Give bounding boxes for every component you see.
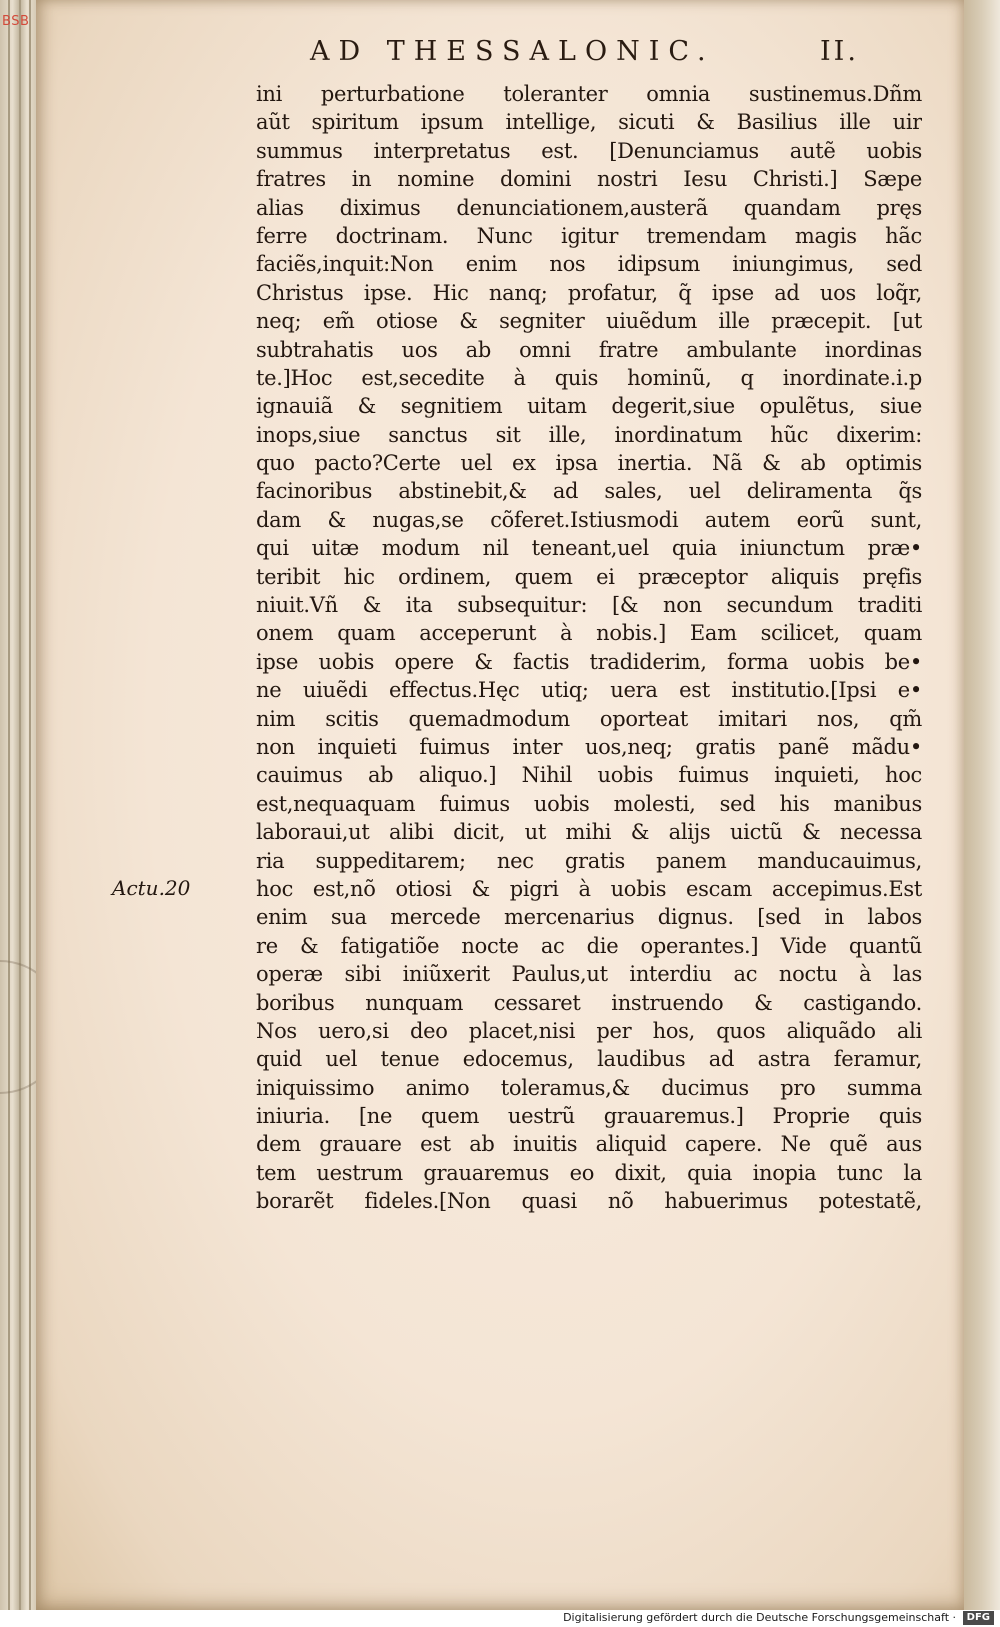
text-line: operæ sibi iniũxerit Paulus,ut interdiu ac noctu à las	[256, 962, 922, 987]
text-line: ipse uobis opere & factis tradiderim, forma uobis be•	[256, 649, 922, 674]
text-line: neq; em̃ otiose & segniter uiuẽdum ille præcepit. [ut	[256, 309, 922, 334]
edge-line	[29, 0, 31, 1610]
text-line: qui uitæ modum nil teneant,uel quia iniunctum præ•	[256, 536, 922, 561]
text-line: dam & nugas,se cõferet.Istiusmodi autem eorũ sunt,	[256, 507, 922, 532]
text-line: onem quam acceperunt à nobis.] Eam scilicet, quam	[256, 621, 922, 646]
text-line: niuit.Vñ & ita subsequitur: [& non secundum traditi	[256, 593, 922, 618]
dfg-logo: DFG	[963, 1611, 994, 1625]
text-line: tem uestrum grauaremus eo dixit, quia inopia tunc la	[256, 1160, 922, 1185]
text-line: ini perturbatione toleranter omnia sustinemus.Dñm	[256, 82, 922, 106]
text-line: fratres in nomine domini nostri Iesu Christi.] Sæpe	[256, 167, 922, 192]
text-line: Christus ipse. Hic nanq; profatur, q̃ ipse ad uos loq̃r,	[256, 280, 922, 305]
text-line: enim sua mercede mercenarius dignus. [sed in labos	[256, 905, 922, 930]
text-line: iniuria. [ne quem uestrũ grauaremus.] Proprie quis	[256, 1104, 922, 1129]
text-line: non inquieti fuimus inter uos,neq; gratis panẽ mãdu•	[256, 734, 922, 759]
text-line: teribit hic ordinem, quem ei præceptor aliquis pręfis	[256, 564, 922, 589]
text-line: borarẽt fideles.[Non quasi nõ habuerimus potestatẽ,	[256, 1189, 922, 1214]
text-line: inops,siue sanctus sit ille, inordinatum hũc dixerim:	[256, 422, 922, 447]
margin-note: Actu.20	[112, 876, 191, 900]
text-line: boribus nunquam cessaret instruendo & castigando.	[256, 990, 922, 1015]
text-line: quid uel tenue edocemus, laudibus ad astra feramur,	[256, 1047, 922, 1072]
text-line: quo pacto?Certe uel ex ipsa inertia. Nã & ab optimis	[256, 451, 922, 476]
text-line: laboraui,ut alibi dicit, ut mihi & alijs uictũ & necessa	[256, 820, 922, 845]
text-line: facinoribus abstinebit,& ad sales, uel deliramenta q̃s	[256, 479, 922, 504]
text-line: re & fatigatiõe nocte ac die operantes.] Vide quantũ	[256, 933, 922, 958]
text-line: nim scitis quemadmodum oporteat imitari nos, qm̃	[256, 706, 922, 731]
text-line: ignauiã & segnitiem uitam degerit,siue opulẽtus, siue	[256, 394, 922, 419]
text-line: subtrahatis uos ab omni fratre ambulante inordinas	[256, 337, 922, 362]
text-line: summus interpretatus est. [Denunciamus autẽ uobis	[256, 138, 922, 163]
text-line: cauimus ab aliquo.] Nihil uobis fuimus inquieti, hoc	[256, 763, 922, 788]
text-line: alias diximus denunciationem,austerã quandam pręs	[256, 195, 922, 220]
text-line: aũt spiritum ipsum intellige, sicuti & Basilius ille uir	[256, 110, 922, 135]
text-line: ferre doctrinam. Nunc igitur tremendam magis hãc	[256, 223, 922, 248]
text-line: dem grauare est ab inuitis aliquid capere. Ne quẽ aus	[256, 1132, 922, 1157]
page-number: II.	[820, 36, 859, 67]
edge-line	[8, 0, 10, 1610]
body-text	[256, 80, 922, 1216]
text-line: est,nequaquam fuimus uobis molesti, sed his manibus	[256, 791, 922, 816]
edge-line	[19, 0, 21, 1610]
text-line: faciẽs,inquit:Non enim nos idipsum iniungimus, sed	[256, 252, 922, 277]
footer-credit: Digitalisierung gefördert durch die Deutsche Forschungsgemeinschaft ·	[563, 1611, 956, 1624]
book-spine-edge	[0, 0, 36, 1610]
text-line: iniquissimo animo toleramus,& ducimus pro summa	[256, 1075, 922, 1100]
text-line: ria suppeditarem; nec gratis panem manducauimus,	[256, 848, 922, 873]
text-line: te.]Hoc est,secedite à quis hominũ, q inordinate.i.p	[256, 365, 922, 390]
library-mark: BSB	[2, 14, 30, 29]
text-line: ne uiuẽdi effectus.Hęc utiq; uera est institutio.[Ipsi e•	[256, 678, 922, 703]
text-line: Nos uero,si deo placet,nisi per hos, quos aliquãdo ali	[256, 1018, 922, 1043]
running-head: AD THESSALONIC.	[310, 36, 715, 67]
page-fore-edge	[964, 0, 1000, 1610]
text-line: hoc est,nõ otiosi & pigri à uobis escam accepimus.Est	[256, 876, 922, 901]
